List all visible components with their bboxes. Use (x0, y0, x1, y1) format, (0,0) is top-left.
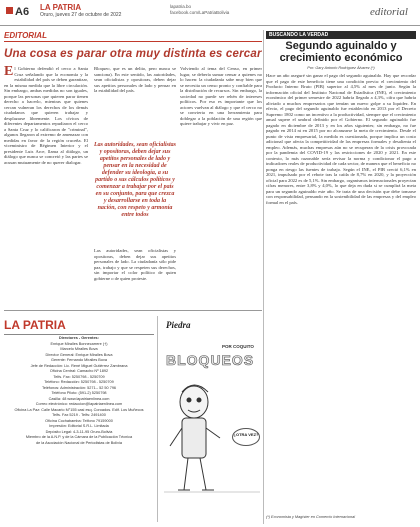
page-number (6, 6, 29, 18)
staff-line: Casilla: 48 www.lapatriaenlinea.com (48, 396, 110, 401)
opinion-headline: Segundo aguinaldo y crecimiento económico (279, 40, 403, 64)
section-title: editorial (370, 6, 408, 18)
staff-line: Impresión: Editorial S.R.L. Limitada (49, 424, 109, 428)
editorial-column-2-text: Bloqueo, que es un delito, pero nunca se sanciona). En este sentido, las autoridades, sean oficialistas y opositoras, deben dejar sus apetitos personales de lado y pensar en la estabilidad del país. (94, 66, 176, 93)
staff-line: Depósito Legal: 4-3-11-95 Oruro-Bolivia (45, 429, 113, 434)
staff-line: Miembro de la A.N.P. y de la Cámara de la Publicación Técnica (25, 435, 133, 439)
speech-bubble: ¿OTRA VEZ? (232, 428, 260, 446)
cartoon-signature: Piedra (166, 320, 191, 330)
staff-line: Oficina Cochabamba: Telfono 79159000 (45, 418, 113, 423)
editorial-column-1 (4, 66, 88, 302)
cartoon-character (170, 385, 220, 490)
staff-line: Oficina La Paz: Calle Macario M°155 casi esq. Coroados. Edif. Los Muñecos (14, 407, 144, 412)
staff-line: Director General: Enrique Miralles Bova (45, 352, 113, 357)
page-number-text: A6 (15, 6, 30, 18)
opinion-body-text: Hace un año aseguré sin ganar el pago del segundo aguinaldo. Hay que recordar que el pago de este beneficio tiene una condición previa: el crecimiento del Producto Interno Bruto (PIB) superior al 4,5% al mes de junio. Según la información oficial del Instituto Nacional de Estadística (INE), el crecimiento económico del primer semestre de 2022 habría llegado a 4,3%, cifra que habría aliviado a muchos empresarios que temían un nuevo golpe a su liquidez. En efecto, el pago del segundo aguinaldo fue establecido en 2013 por el Decreto Supremo 1802 como un incentivo a la productividad, siempre que el crecimiento anual supere el umbral definido por el Gobierno. El segundo aguinaldo fue pagado en diciembre de 2013 y en los años siguientes; sin embargo, no fue pagado en 2014 ni en 2015 por no alcanzarse la meta de crecimiento. Desde el punto de vista empresarial, la medida es cuestionada, porque implica un costo adicional que afecta la competitividad de las empresas formales y desalienta el empleo. Además, muchas empresas aún no se recuperan de la crisis provocada por la pandemia del COVID-19 y las restricciones de 2020 y 2021. En este contexto, lo más razonable sería revisar la norma y condicionar el pago a indicadores reales de productividad de cada sector, de manera que el beneficio no ponga en riesgo las fuentes de trabajo. Según el INE, el PIB creció 6,1% en 2021, impulsado por el rebote tras la caída de 8,7% en 2020, y la proyección oficial para 2022 es de 5,1%. Sin embargo, organismos internacionales proyectan cifras menores, entre 3,8% y 4,0%, lo que deja en duda si se cumplirá la meta para un segundo aguinaldo este año. Se trata de una decisión que debe tomarse con responsabilidad, pensando en la sostenibilidad de las empresas y del empleo formal en el país. (266, 73, 416, 205)
staff-line: Marcelo Miralles Bova (60, 347, 98, 351)
editorial-column-3 (180, 66, 262, 302)
staff-divider (157, 316, 158, 522)
staff-line: Teléfono: Redacción: 5250798 - 5250709 (44, 380, 114, 384)
cartoon-illustration (164, 372, 260, 522)
staff-line: Gerente: Fernando Miralles Bova (51, 358, 107, 362)
header-divider (0, 25, 420, 26)
editorial-pull-quote: Las autoridades, sean oficialistas y opositoras, deben dejar sus apetitos personales de lado y pensar en la necesidad de defender su ideología, a su partido o sus cálculos políticos y comenzar a trabajar por el país en su conjunto, para que crezca y desarrollarse en toda la nación, con respeto y armonía entre todos (94, 142, 177, 218)
header-web (170, 4, 229, 16)
page-marker-icon (6, 7, 13, 14)
staff-line: Telfs. Fax 5219 - Telfs: 2491400 (52, 413, 106, 417)
staff-line: de la Asociación Nacional de Periodistas de Bolivia (36, 440, 122, 445)
editorial-column-1-text: l Gobierno defendió el cerco a Santa Cruz señalando que la economía y la estabilidad del país se deben garantizar, en la misma medida que la libre circulación. Sin embargo, ambas medidas no son iguales, porque las personas que quieren parar tienen derecho a hacerlo, mientras que quienes cercan vulneran los derechos de los demás ciudadanos que quieren trabajar y desplazarse libremente. Los cívicos de diferentes departamentos repudiaron el cerco a Santa Cruz y lo calificaron de "criminal", algunos llegaron al extremo de amenazar con medidas en favor de la región cruceña. El viceministro de Régimen Interior y el presidente Luis Arce, llama al diálogo, un diálogo que nunca se concretó y las partes se acusan mutuamente de no querer dialogar. (4, 66, 88, 165)
staff-line: Jefe de Redacción: Lic. René Miguel Gutiérrez Zambrana (30, 363, 128, 368)
staff-line: Enrique Miralles Bonnecarrere (†) (50, 341, 108, 346)
editorial-label: EDITORIAL (4, 31, 262, 42)
editorial-column-3-text: Volviendo al tema del Censo, en primer lugar, se debería sumar censar a quienes no lo hacen: la ciudadanía sabe muy bien que se necesita un censo pronto y confiable para la distribución de recursos. Sin embargo, la sociedad no puede ser rehén de intereses políticos. Por eso es importante que los actores vuelvan al diálogo y que el cerco no se convierta en una herramienta para doblegar a la población de una región que quiere trabajar y vivir en paz. (180, 66, 262, 126)
social-url[interactable]: facebook.com/LaPatriaBolivia (170, 10, 230, 15)
web-url[interactable]: lapatria.bo (170, 4, 192, 9)
editorial-headline: Una cosa es parar otra muy distinta es cercar (4, 48, 262, 60)
opinion-body (266, 73, 416, 511)
opinion-author: Por: Gary Antonio Rodríguez Álvarez (*) (307, 66, 375, 70)
staff-line: Oficina Central: Camacho Nº 1892 (49, 369, 109, 373)
editorial-column-2 (94, 66, 176, 140)
opinion-footnote: (*) Economista y Magíster en Comercio Internacional (266, 515, 356, 519)
staff-masthead (4, 336, 154, 522)
cartoon-title: BLOQUEOS (166, 352, 255, 368)
staff-logo: LA PATRIA (4, 318, 154, 335)
editorial-column-2b-text: Las autoridades, sean oficialistas y opositoras, deben dejar sus apetitos personales de lado. La ciudadanía sólo pide paz, trabajo y que se respeten sus derechos, sin importar el color político de quien gobierne o de quien proteste. (94, 248, 176, 281)
staff-line: Teléfono Piloto: (591-2) 5250798 (51, 391, 107, 395)
drop-cap: E (4, 66, 14, 79)
section-divider (4, 310, 262, 311)
paper-logo: LA PATRIA (40, 3, 82, 12)
staff-line: Correo electrónico: redaccion@lapatriaenlinea.com (35, 402, 123, 406)
staff-line: Directores - Gerentes: (59, 336, 99, 340)
editorial-column-2b (94, 248, 176, 302)
staff-line: Teléfonos: Administración: 5271-- 52 50 796 (41, 385, 117, 390)
column-divider (263, 30, 264, 524)
header-date: Oruro, jueves 27 de octubre de 2022 (40, 12, 122, 18)
cartoon-byline: POR COQUITO (222, 344, 254, 349)
opinion-tag: BUSCANDO LA VERDAD (266, 31, 416, 39)
staff-line: Telfs. Fax: 5250798 - 5250709 (53, 374, 105, 379)
